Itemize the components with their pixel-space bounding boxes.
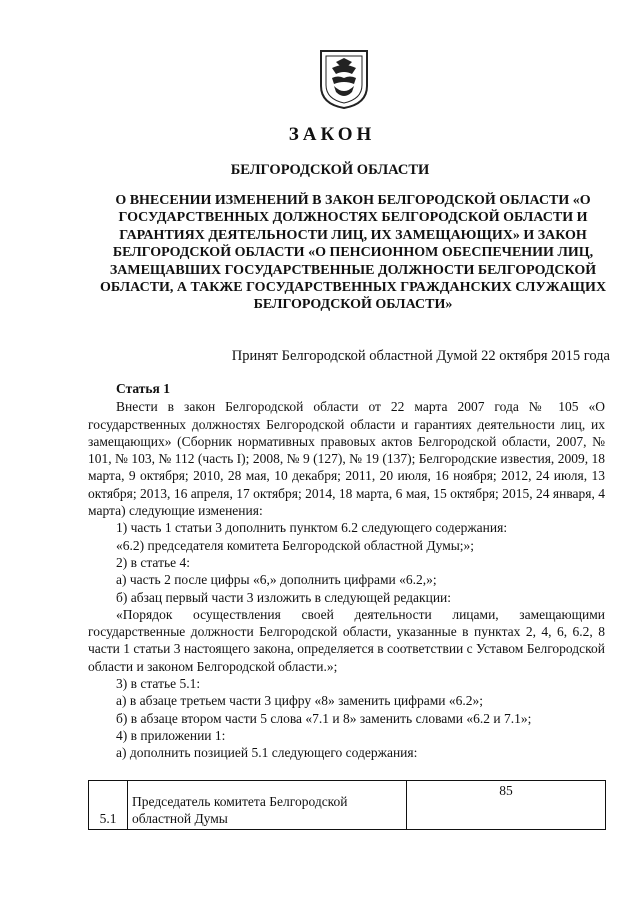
law-headline: О ВНЕСЕНИИ ИЗМЕНЕНИЙ В ЗАКОН БЕЛГОРОДСКОЙ ОБЛАСТИ «О ГОСУДАРСТВЕННЫХ ДОЛЖНОСТЯХ БЕЛГОРОДСКОЙ ОБЛАСТИ И ГАРАНТИЯХ ДЕЯТЕЛЬНОСТИ ЛИЦ, ИХ ЗАМЕЩАЮЩИХ» И ЗАКОН БЕЛГОРОДСКОЙ ОБЛАСТИ «О ПЕНСИОННОМ ОБЕСПЕЧЕНИИ ЛИЦ, ЗАМЕЩАВШИХ ГОСУДАРСТВЕННЫЕ ДОЛЖНОСТИ БЕЛГОРОДСКОЙ ОБЛАСТИ, А ТАКЖЕ ГОСУДАРСТВЕННЫХ ГРАЖДАНСКИХ СЛУЖАЩИХ БЕЛГОРОДСКОЙ ОБЛАСТИ» xyxy=(99,193,607,313)
position-value: 85 xyxy=(407,781,606,830)
article-paragraph: 4) в приложении 1: xyxy=(116,727,226,743)
article-paragraph: 1) часть 1 статьи 3 дополнить пунктом 6.2 следующего содержания: xyxy=(116,520,508,536)
article-heading: Статья 1 xyxy=(116,381,170,396)
article-paragraph: б) в абзаце втором части 5 слова «7.1 и 8» заменить словами «6.2 и 7.1»; xyxy=(116,710,532,726)
region-name: БЕЛГОРОДСКОЙ ОБЛАСТИ xyxy=(230,162,430,178)
coat-of-arms-icon xyxy=(318,48,370,110)
article-paragraph: 2) в статье 4: xyxy=(116,554,190,570)
article-paragraph: а) часть 2 после цифры «6,» дополнить цифрами «6.2,»; xyxy=(116,572,437,588)
table-row xyxy=(89,781,606,830)
article-paragraph: Внести в закон Белгородской области от 22 марта 2007 года № 105 «О государственных должностях Белгородской области и гарантиях деятельности лиц, их замещающих» (Сборник нормативных правовых актов Белгородской области, 2007, № 101, № 103, № 112 (часть I); 2008, № 9 (127), № 19 (137); Белгородские известия, 2009, 18 марта, 9 октября; 2010, 28 мая, 10 декабря; 2011, 20 июля, 16 ноября; 2012, 24 июля, 13 октября; 2013, 16 апреля, 17 октября; 2014, 18 марта, 6 мая, 15 октября; 2015, 24 января, 4 марта) следующие изменения: xyxy=(88,399,605,519)
law-title: ЗАКОН xyxy=(288,124,376,145)
position-number: 5.1 xyxy=(89,781,128,830)
article-paragraph: «6.2) председателя комитета Белгородской областной Думы;»; xyxy=(116,537,475,553)
position-table xyxy=(88,780,606,830)
position-title: Председатель комитета Белгородской областной Думы xyxy=(128,781,407,830)
article-paragraph: б) абзац первый части 3 изложить в следующей редакции: xyxy=(116,589,452,605)
article-paragraph: «Порядок осуществления своей деятельности лицами, замещающими государственные должности Белгородской области, указанные в пунктах 2, 4, 6, 6.2, 8 части 1 статьи 3 настоящего закона, определяется в соответствии с Уставом Белгородской области и законом Белгородской области.»; xyxy=(88,606,605,674)
adoption-line: Принят Белгородской областной Думой 22 октября 2015 года xyxy=(231,348,610,364)
article-paragraph: а) дополнить позицией 5.1 следующего содержания: xyxy=(116,745,418,761)
article-paragraph: а) в абзаце третьем части 3 цифру «8» заменить цифрами «6.2»; xyxy=(116,693,484,709)
article-body xyxy=(88,380,605,762)
article-paragraph: 3) в статье 5.1: xyxy=(116,676,201,692)
